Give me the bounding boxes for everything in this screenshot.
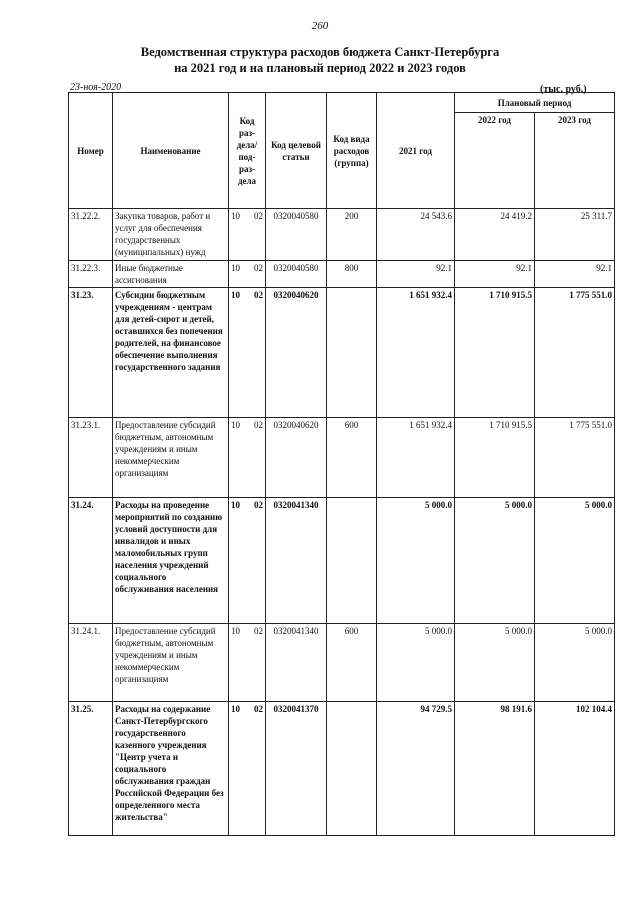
row-2021: 24 543.6 <box>377 209 455 261</box>
row-2021: 92.1 <box>377 261 455 288</box>
row-section-code: 10 <box>231 500 240 510</box>
row-name: Субсидии бюджетным учреждениям - центрам для детей-сирот и детей, оставшихся без попечения родителей, на финансовое обеспечение выполнения государственного задания <box>113 288 229 418</box>
row-section-code: 10 <box>231 211 240 221</box>
row-2022: 5 000.0 <box>455 498 535 624</box>
row-number: 31.24.1. <box>69 624 113 702</box>
row-name: Расходы на проведение мероприятий по созданию условий доступности для инвалидов и иных маломобильных групп населения учреждений социального обслуживания населения <box>113 498 229 624</box>
units-label: (тыс. руб.) <box>540 84 587 95</box>
row-target: 0320040620 <box>266 418 327 498</box>
row-2023: 5 000.0 <box>535 498 615 624</box>
row-target: 0320041340 <box>266 624 327 702</box>
header-2021: 2021 год <box>377 93 455 209</box>
row-section <box>229 702 266 836</box>
row-2021: 94 729.5 <box>377 702 455 836</box>
row-2022: 1 710 915.5 <box>455 288 535 418</box>
budget-table <box>68 92 615 836</box>
row-subsection-code: 02 <box>254 211 263 221</box>
row-section <box>229 288 266 418</box>
row-kind: 600 <box>327 418 377 498</box>
row-subsection-code: 02 <box>254 263 263 273</box>
header-2023: 2023 год <box>535 113 615 209</box>
row-kind <box>327 498 377 624</box>
row-kind: 200 <box>327 209 377 261</box>
table-row <box>69 624 615 702</box>
header-name: Наименование <box>113 93 229 209</box>
row-target: 0320040620 <box>266 288 327 418</box>
row-kind: 800 <box>327 261 377 288</box>
row-target: 0320041340 <box>266 498 327 624</box>
row-2023: 102 104.4 <box>535 702 615 836</box>
table-body <box>69 209 615 836</box>
table-row <box>69 702 615 836</box>
document-title <box>0 44 640 76</box>
table-row <box>69 418 615 498</box>
row-subsection-code: 02 <box>254 290 263 300</box>
row-number: 31.24. <box>69 498 113 624</box>
row-section <box>229 498 266 624</box>
row-section-code: 10 <box>231 626 240 636</box>
row-section-code: 10 <box>231 263 240 273</box>
row-target: 0320041370 <box>266 702 327 836</box>
row-2022: 92.1 <box>455 261 535 288</box>
row-2021: 5 000.0 <box>377 624 455 702</box>
page-number: 260 <box>311 20 329 32</box>
header-section: Код раз-дела/под-раз-дела <box>229 93 266 209</box>
row-number: 31.22.3. <box>69 261 113 288</box>
row-number: 31.23. <box>69 288 113 418</box>
row-2023: 25 311.7 <box>535 209 615 261</box>
row-2022: 24 419.2 <box>455 209 535 261</box>
row-2023: 1 775 551.0 <box>535 418 615 498</box>
table-row <box>69 261 615 288</box>
table-row <box>69 498 615 624</box>
table-row <box>69 209 615 261</box>
row-name: Расходы на содержание Санкт-Петербургского государственного казенного учреждения "Центр учета и социального обслуживания граждан Российской Федерации без определенного места жительства" <box>113 702 229 836</box>
header-kind: Код вида расходов (группа) <box>327 93 377 209</box>
header-number: Номер <box>69 93 113 209</box>
row-name: Предоставление субсидий бюджетным, автономным учреждениям и иным некоммерческим организациям <box>113 418 229 498</box>
row-section-code: 10 <box>231 420 240 430</box>
title-line-2: на 2021 год и на плановый период 2022 и 2023 годов <box>174 61 466 75</box>
row-2022: 1 710 915.5 <box>455 418 535 498</box>
row-subsection-code: 02 <box>254 500 263 510</box>
row-kind <box>327 288 377 418</box>
row-subsection-code: 02 <box>254 626 263 636</box>
row-2021: 1 651 932.4 <box>377 288 455 418</box>
title-line-1: Ведомственная структура расходов бюджета Санкт-Петербурга <box>140 45 500 59</box>
row-section <box>229 261 266 288</box>
row-2021: 1 651 932.4 <box>377 418 455 498</box>
row-name: Закупка товаров, работ и услуг для обеспечения государственных (муниципальных) нужд <box>113 209 229 261</box>
document-date: 23-ноя-2020 <box>70 82 122 93</box>
row-name: Иные бюджетные ассигнования <box>113 261 229 288</box>
row-2022: 5 000.0 <box>455 624 535 702</box>
row-number: 31.23.1. <box>69 418 113 498</box>
row-kind <box>327 702 377 836</box>
row-section-code: 10 <box>231 290 240 300</box>
header-target: Код целевой статьи <box>266 93 327 209</box>
row-name: Предоставление субсидий бюджетным, автономным учреждениям и иным некоммерческим организациям <box>113 624 229 702</box>
row-kind: 600 <box>327 624 377 702</box>
table-row <box>69 288 615 418</box>
row-2023: 5 000.0 <box>535 624 615 702</box>
row-subsection-code: 02 <box>254 704 263 714</box>
row-section <box>229 624 266 702</box>
header-2022: 2022 год <box>455 113 535 209</box>
row-2023: 1 775 551.0 <box>535 288 615 418</box>
row-section-code: 10 <box>231 704 240 714</box>
row-section <box>229 418 266 498</box>
row-number: 31.22.2. <box>69 209 113 261</box>
row-2023: 92.1 <box>535 261 615 288</box>
row-target: 0320040580 <box>266 209 327 261</box>
header-planned: Плановый период <box>455 93 615 113</box>
row-2022: 98 191.6 <box>455 702 535 836</box>
row-target: 0320040580 <box>266 261 327 288</box>
row-number: 31.25. <box>69 702 113 836</box>
row-subsection-code: 02 <box>254 420 263 430</box>
row-2021: 5 000.0 <box>377 498 455 624</box>
row-section <box>229 209 266 261</box>
